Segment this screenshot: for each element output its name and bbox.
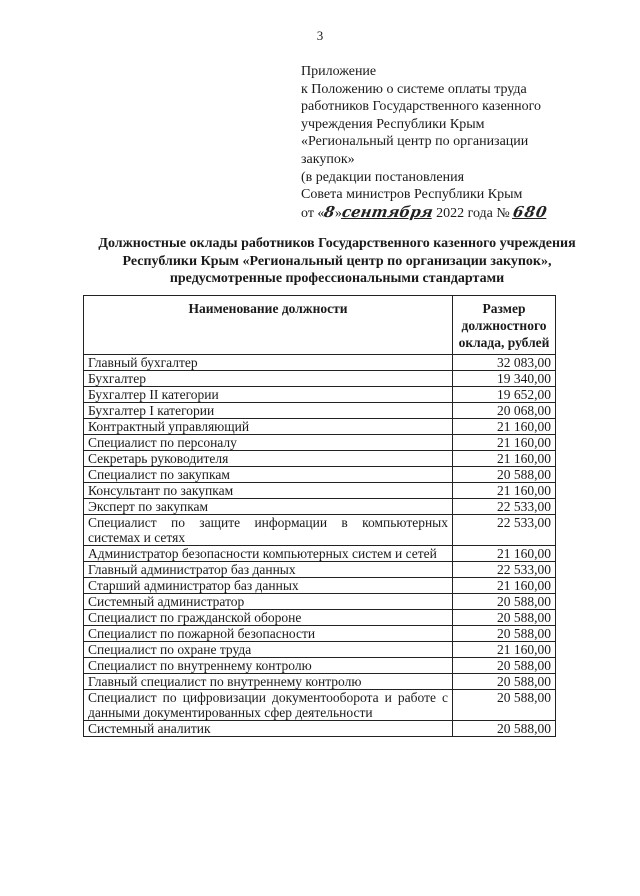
position-cell: Специалист по защите информации в компьютерных системах и сетях (84, 515, 453, 546)
position-cell: Эксперт по закупкам (84, 499, 453, 515)
appendix-line: (в редакции постановления (301, 169, 465, 185)
position-cell: Бухгалтер I категории (84, 403, 453, 419)
table-row (84, 626, 556, 642)
table-row (84, 610, 556, 626)
salary-cell: 20 588,00 (453, 674, 556, 690)
position-cell: Секретарь руководителя (84, 451, 453, 467)
salary-cell: 19 340,00 (453, 371, 556, 387)
table-row (84, 721, 556, 737)
table-row (84, 562, 556, 578)
handwritten-month: сентября (340, 202, 435, 221)
appendix-line: закупок» (301, 151, 355, 167)
salary-cell: 20 588,00 (453, 594, 556, 610)
appendix-line: Приложение (301, 64, 377, 79)
header-position: Наименование должности (84, 296, 453, 355)
salary-cell: 21 160,00 (453, 451, 556, 467)
appendix-line: работников Государственного казенного (301, 99, 542, 115)
page-number: 3 (316, 28, 324, 43)
salary-cell: 20 588,00 (453, 467, 556, 483)
salary-cell: 20 068,00 (453, 403, 556, 419)
salary-cell: 32 083,00 (453, 355, 556, 371)
handwritten-resolution-number: 680 (511, 202, 550, 221)
appendix-line: учреждения Республики Крым (301, 116, 485, 132)
position-cell: Специалист по закупкам (84, 467, 453, 483)
table-row (84, 451, 556, 467)
date-prefix: от « (301, 205, 325, 221)
salary-cell: 20 588,00 (453, 721, 556, 737)
salary-cell: 20 588,00 (453, 658, 556, 674)
position-cell: Бухгалтер (84, 371, 453, 387)
table-row (84, 578, 556, 594)
salary-cell: 20 588,00 (453, 626, 556, 642)
table-body (84, 355, 556, 737)
position-cell: Консультант по закупкам (84, 483, 453, 499)
document-title: Должностные оклады работников Государственного казенного учреждения Республики Крым «Региональный центр по организации закупок», предусмотренные профессиональными стандартами (98, 236, 576, 287)
position-cell: Главный администратор баз данных (84, 562, 453, 578)
salary-cell: 21 160,00 (453, 435, 556, 451)
position-cell: Специалист по внутреннему контролю (84, 658, 453, 674)
table-row (84, 483, 556, 499)
appendix-date-line (301, 204, 601, 223)
salary-cell: 21 160,00 (453, 419, 556, 435)
date-mid: » (334, 205, 342, 221)
position-cell: Специалист по персоналу (84, 435, 453, 451)
position-cell: Старший администратор баз данных (84, 578, 453, 594)
salary-cell: 22 533,00 (453, 499, 556, 515)
table-row (84, 515, 556, 546)
table-row (84, 674, 556, 690)
salary-cell: 21 160,00 (453, 483, 556, 499)
salary-table (83, 295, 556, 737)
table-row (84, 419, 556, 435)
table-row (84, 435, 556, 451)
table-row (84, 594, 556, 610)
handwritten-day: 8 (322, 202, 337, 221)
appendix-line: к Положению о системе оплаты труда (301, 81, 527, 97)
appendix-line: Совета министров Республики Крым (301, 187, 523, 203)
appendix-line: «Региональный центр по организации (301, 134, 529, 150)
table-row (84, 371, 556, 387)
table-header-row (84, 296, 556, 355)
table-row (84, 658, 556, 674)
position-cell: Главный бухгалтер (84, 355, 453, 371)
salary-cell: 20 588,00 (453, 690, 556, 721)
position-cell: Контрактный управляющий (84, 419, 453, 435)
header-salary: Размер должностного оклада, рублей (453, 296, 556, 355)
salary-cell: 21 160,00 (453, 546, 556, 562)
position-cell: Специалист по цифровизации документооборота и работе с данными документированных сфер деятельности (84, 690, 453, 721)
salary-cell: 21 160,00 (453, 578, 556, 594)
date-year-text: 2022 года № (432, 205, 514, 221)
salary-cell: 22 533,00 (453, 562, 556, 578)
salary-cell: 22 533,00 (453, 515, 556, 546)
table-row (84, 499, 556, 515)
position-cell: Специалист по охране труда (84, 642, 453, 658)
appendix-block (301, 63, 601, 222)
salary-cell: 21 160,00 (453, 642, 556, 658)
table-row (84, 387, 556, 403)
table-row (84, 546, 556, 562)
table-row (84, 403, 556, 419)
salary-cell: 19 652,00 (453, 387, 556, 403)
position-cell: Администратор безопасности компьютерных систем и сетей (84, 546, 453, 562)
table-row (84, 467, 556, 483)
position-cell: Специалист по гражданской обороне (84, 610, 453, 626)
table-row (84, 690, 556, 721)
position-cell: Главный специалист по внутреннему контролю (84, 674, 453, 690)
table-row (84, 355, 556, 371)
position-cell: Специалист по пожарной безопасности (84, 626, 453, 642)
position-cell: Системный администратор (84, 594, 453, 610)
table-row (84, 642, 556, 658)
salary-cell: 20 588,00 (453, 610, 556, 626)
position-cell: Системный аналитик (84, 721, 453, 737)
position-cell: Бухгалтер II категории (84, 387, 453, 403)
